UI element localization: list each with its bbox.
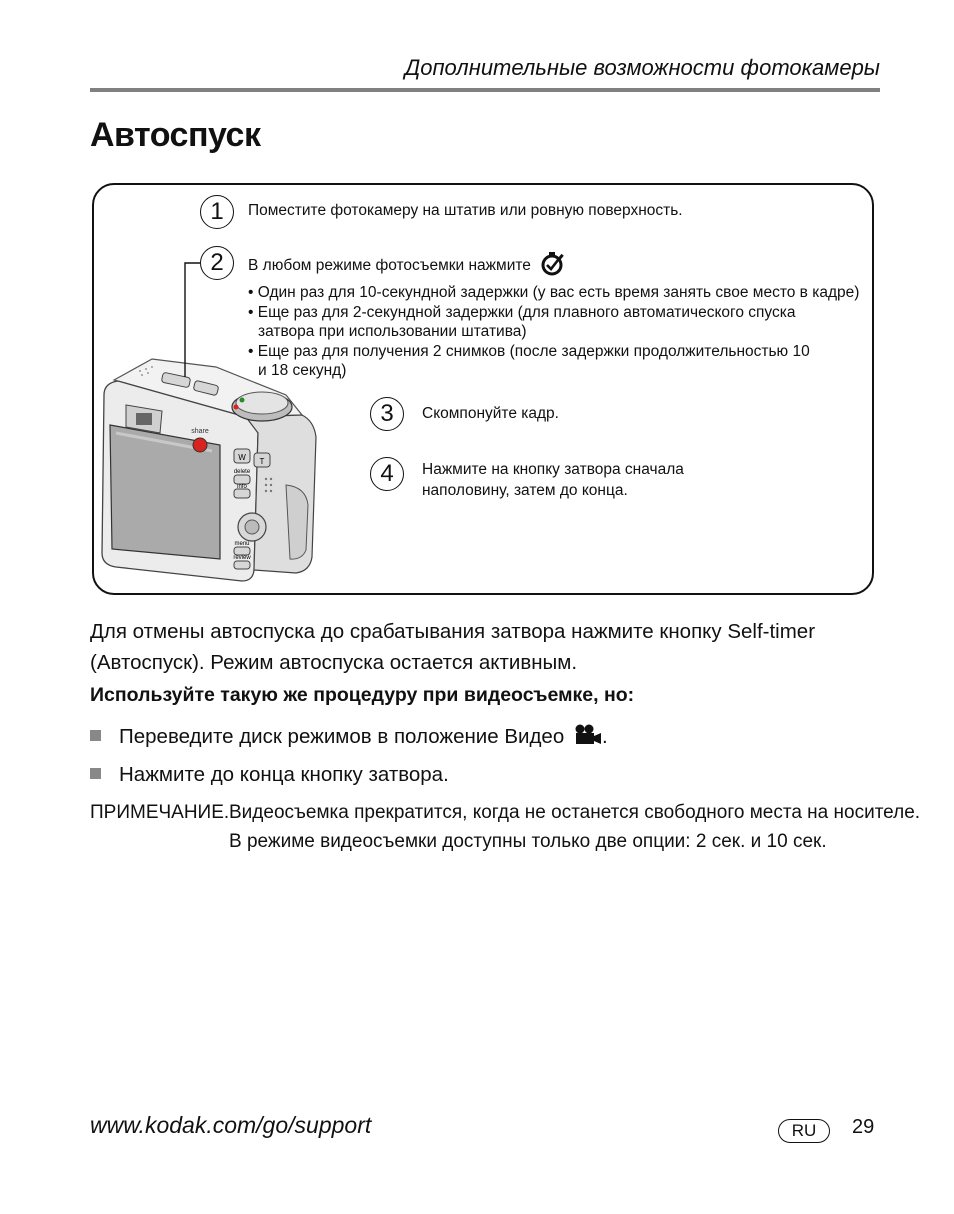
option-2-shots: • Еще раз для получения 2 снимков (после задержки продолжительностью 10 <box>248 342 810 360</box>
step-1-text: Поместите фотокамеру на штатив или ровную поверхность. <box>248 202 683 219</box>
list-item <box>90 724 608 749</box>
step-3-number: 3 <box>370 397 404 431</box>
step-2-options <box>248 283 859 381</box>
review-label: review <box>233 555 251 561</box>
delete-label: delete <box>233 469 251 475</box>
header-rule <box>90 88 880 92</box>
list-item-2-text: Нажмите до конца кнопку затвора. <box>119 763 449 786</box>
step-2-number: 2 <box>200 246 234 280</box>
step-4-text <box>422 459 684 501</box>
info-label: info <box>237 484 247 490</box>
page-title: Автоспуск <box>90 116 261 154</box>
square-bullet-icon <box>90 730 101 741</box>
support-url[interactable]: www.kodak.com/go/support <box>90 1112 372 1138</box>
cancel-line-1: Для отмены автоспуска до срабатывания затвора нажмите кнопку Self-timer <box>90 620 816 643</box>
list-item-1-suffix: . <box>601 725 608 748</box>
note-label: ПРИМЕЧАНИЕ. <box>90 802 230 823</box>
video-heading: Используйте такую же процедуру при видеосъемке, но: <box>90 684 635 706</box>
page-number: 29 <box>852 1116 875 1138</box>
camera-illustration <box>96 345 328 585</box>
share-label: share <box>191 428 209 435</box>
running-header: Дополнительные возможности фотокамеры <box>404 55 880 80</box>
option-2-shots-cont: и 18 секунд) <box>258 362 347 379</box>
step-1-number: 1 <box>200 195 234 229</box>
self-timer-icon <box>539 251 565 277</box>
video-camera-icon <box>574 724 602 746</box>
cancel-line-2: (Автоспуск). Режим автоспуска остается активным. <box>90 651 578 674</box>
step-4-text-line1: Нажмите на кнопку затвора сначала <box>422 461 684 478</box>
list-item-1-text: Переведите диск режимов в положение Видео <box>119 725 565 748</box>
option-2-sec: • Еще раз для 2-секундной задержки (для плавного автоматического спуска <box>248 303 796 321</box>
language-badge: RU <box>778 1119 830 1143</box>
zoom-t-label: T <box>259 457 265 466</box>
zoom-w-label: W <box>238 453 246 462</box>
step-4-text-line2: наполовину, затем до конца. <box>422 482 628 499</box>
step-2-row <box>248 251 565 277</box>
step-4-number: 4 <box>370 457 404 491</box>
note-text <box>229 798 920 856</box>
note-line-2: В режиме видеосъемки доступны только две опции: 2 сек. и 10 сек. <box>229 831 827 852</box>
list-item <box>90 763 449 787</box>
note-line-1: Видеосъемка прекратится, когда не останется свободного места на носителе. <box>229 802 921 823</box>
step-3-text: Скомпонуйте кадр. <box>422 405 559 422</box>
square-bullet-icon <box>90 768 101 779</box>
cancel-instructions <box>90 616 890 678</box>
option-10-sec: • Один раз для 10-секундной задержки (у вас есть время занять свое место в кадре) <box>248 284 860 301</box>
menu-label: menu <box>234 541 250 547</box>
step-2-text: В любом режиме фотосъемки нажмите <box>248 257 531 274</box>
option-2-sec-cont: затвора при использовании штатива) <box>258 323 527 340</box>
